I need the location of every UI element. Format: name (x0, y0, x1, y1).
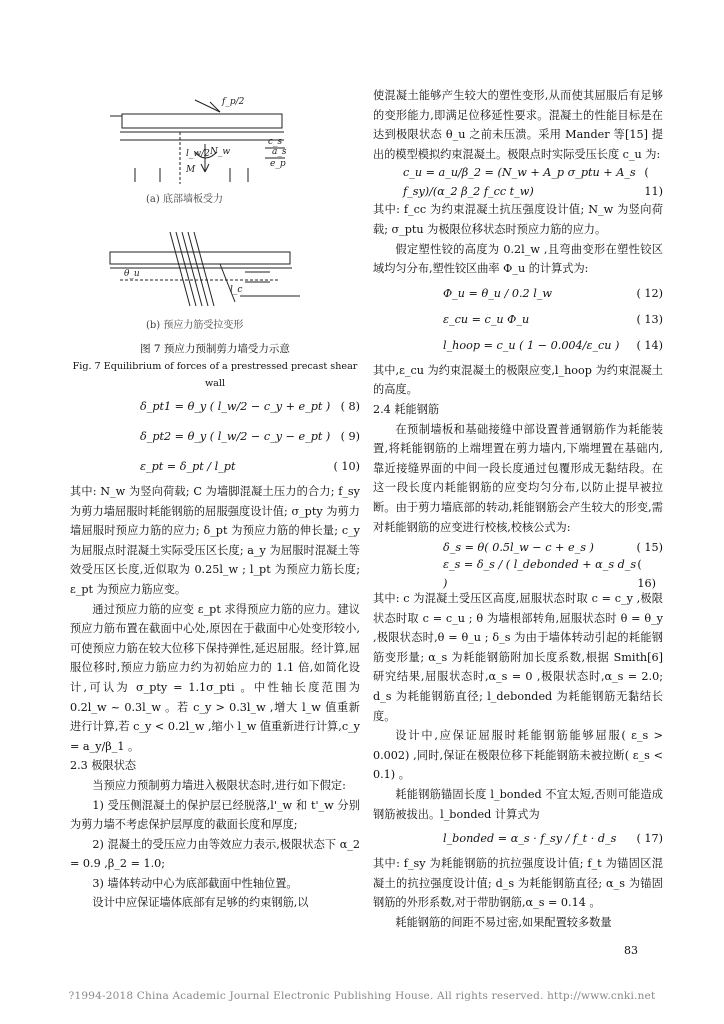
figure-7 (70, 92, 360, 340)
left-column (70, 92, 360, 913)
fig-label-nw: N_w (210, 147, 231, 157)
equation-17-body: l_bonded = α_s · f_sy / f_t · d_s (443, 832, 617, 846)
right-para-4: 其中,ε_cu 为约束混凝土的极限应变,l_hoop 为约束混凝土的高度。 (373, 363, 663, 397)
equation-12-body: Φ_u = θ_u / 0.2 l_w (443, 286, 552, 300)
fig-label-theta: θ_u (124, 269, 140, 279)
equation-13-body: ε_cu = c_u Φ_u (443, 312, 530, 326)
equation-10-number: ( 10) (333, 460, 360, 474)
figure-7-drawing (70, 92, 360, 340)
fig-label-cs: c_s (268, 137, 283, 147)
right-para-7: 设计中,应保证屈服时耗能钢筋能够屈服( ε_s > 0.002) ,同时,保证在极限位移下耗能钢筋未被拉断( ε_s < 0.1) 。 (373, 729, 663, 782)
left-para-6: 3) 墙体转动中心为底部截面中性轴位置。 (92, 876, 298, 890)
equation-16 (373, 559, 663, 589)
equation-12 (373, 279, 663, 309)
equation-17 (373, 824, 663, 854)
equation-9 (70, 422, 360, 452)
equation-17-number: ( 17) (636, 832, 663, 846)
fig-label-lc: l_c (230, 285, 243, 295)
figure-7b-caption: (b) 预应力筋受拉变形 (146, 320, 244, 331)
left-para-1: 其中: N_w 为竖向荷载; C 为墙脚混凝土压力的合力; f_sy 为剪力墙屈服时耗能钢筋的屈服强度设计值; σ_pty 为剪力墙屈服时预应力筋的应力; δ_pt 为预应力筋的伸长量; c_y 为屈服点时混凝土实际受压区长度; a_y 为屈服时混凝土等效受压区长度,近似取为 0.25l_w ; l_pt 为预应力筋长度; ε_pt 为预应力筋应变。 (70, 485, 360, 596)
fig-label-lw: l_w/2 (186, 149, 210, 159)
figure-caption-en: Fig. 7 Equilibrium of forces of a prestressed precast shear wall (72, 361, 358, 389)
equation-9-number: ( 9) (340, 430, 360, 444)
right-para-6: 其中: c 为混凝土受压区高度,屈服状态时取 c = c_y ,极限状态时取 c = c_u ; θ 为墙根部转角,屈服状态时 θ = θ_y ,极限状态时,θ = θ_u ; δ_s 为由于墙体转动引起的耗能钢筋变形量; α_s 为耗能钢筋附加长度系数,根据 Smith[6] 研究结果,屈服状态时,α_s = 0 ,极限状态时,α_s = 2.0; d_s 为耗能钢筋直径; l_debonded 为耗能钢筋无黏结长度。 (373, 592, 663, 723)
right-column (373, 86, 663, 933)
equation-12-number: ( 12) (636, 286, 663, 300)
equation-10 (70, 452, 360, 482)
equation-14 (373, 331, 663, 361)
wall-slab (122, 114, 282, 128)
left-para-5: 2) 混凝土的受压应力由等效应力表示,极限状态下 α_2 = 0.9 ,β_2 = 1.0; (70, 837, 360, 871)
section-heading-2-4: 2.4 耗能钢筋 (373, 402, 440, 416)
fig-label-as: a_s (272, 147, 287, 157)
right-para-2: 其中: f_cc 为约束混凝土抗压强度设计值; N_w 为竖向荷载; σ_ptu 为极限位移状态时预应力筋的应力。 (373, 203, 663, 236)
left-para-2: 通过预应力筋的应变 ε_pt 求得预应力筋的应力。建议预应力筋布置在截面中心处,原因在于截面中心处变形较小,可使预应力筋在较大位移下保持弹性,延迟屈服。经计算,屈服位移时,预应力筋应力约为初始应力的 1.1 倍,如简化设计,可认为 σ_pty = 1.1σ_pti 。中性轴长度范围为 0.2l_w ~ 0.3l_w 。若 c_y > 0.3l_w ,增大 l_w 值重新进行计算,若 c_y < 0.2l_w ,缩小 l_w 值重新进行计算,c_y = a_y/β_1 。 (70, 602, 360, 753)
equation-9-body: δ_pt2 = θ_y ( l_w/2 − c_y − e_pt ) (140, 430, 331, 444)
equation-14-body: l_hoop = c_u ( 1 − 0.004/ε_cu ) (443, 338, 620, 352)
equation-11-body: c_u = a_u/β_2 = (N_w + A_p σ_ptu + A_s f_sy)/(α_2 β_2 f_cc t_w) (403, 165, 636, 199)
fig-label-m: M (186, 165, 196, 175)
equation-10-body: ε_pt = δ_pt / l_pt (140, 460, 236, 474)
equation-13-number: ( 13) (636, 312, 663, 326)
section-heading-2-3: 2.3 极限状态 (70, 759, 137, 773)
left-para-7: 设计中应保证墙体底部有足够的约束钢筋,以 (92, 896, 309, 910)
footer-copyright: ?1994-2018 China Academic Journal Electronic Publishing House. All rights reserved. http://www.cnki.net (68, 990, 656, 1002)
fig-label-fp: f_p/2 (222, 97, 245, 107)
page-number: 83 (624, 944, 638, 957)
right-para-10: 耗能钢筋的间距不易过密,如果配置较多数量 (395, 916, 612, 929)
left-para-3: 当预应力预制剪力墙进入极限状态时,进行如下假定: (92, 778, 346, 792)
right-para-9: 其中: f_sy 为耗能钢筋的抗拉强度设计值; f_t 为锚固区混凝土的抗拉强度设计值; d_s 为耗能钢筋直径; α_s 为锚固钢筋的外形系数,对于带肋钢筋,α_s = 0.14 。 (373, 857, 663, 910)
equation-14-number: ( 14) (636, 338, 663, 352)
equation-15-body: δ_s = θ( 0.5l_w − c + e_s ) (443, 541, 594, 555)
fig-label-ep: e_p (270, 159, 286, 169)
left-para-4: 1) 受压侧混凝土的保护层已经脱落,l'_w 和 t'_w 分别为剪力墙不考虑保护层厚度的截面长度和厚度; (70, 798, 360, 832)
right-para-5: 在预制墙板和基础接缝中部设置普通钢筋作为耗能装置,将耗能钢筋的上端埋置在剪力墙内,下端埋置在基础内,靠近接缝界面的中间一段长度通过包覆形成无黏结段。在这一段长度内耗能钢筋的应变均匀分布,以防止提早被拉断。由于剪力墙底部的转动,耗能钢筋会产生较大的形变,需对耗能钢筋的应变进行校核,校核公式为: (373, 422, 663, 534)
right-para-1: 使混凝土能够产生较大的塑性变形,从而使其屈服后有足够的变形能力,即满足位移延性要求。混凝土的性能目标是在达到极限状态 θ_u 之前未压溃。采用 Mander 等[15] 提出的模型模拟约束混凝土。极限点时实际受压长度 c_u 为: (373, 89, 663, 161)
equation-16-body: ε_s = δ_s / ( l_debonded + α_s d_s ) (443, 557, 637, 591)
equation-11 (373, 164, 663, 200)
figure-7a-caption: (a) 底部墙板受力 (146, 194, 223, 205)
right-para-3: 假定塑性铰的高度为 0.2l_w ,且弯曲变形在塑性铰区域均匀分布,塑性铰区曲率 Φ_u 的计算式为: (373, 242, 663, 276)
equation-16-number: ( 16) (637, 557, 656, 591)
equation-8 (70, 392, 360, 422)
right-para-8: 耗能钢筋锚固长度 l_bonded 不宜太短,否则可能造成钢筋被拔出。l_bonded 计算式为 (373, 788, 663, 821)
equation-13 (373, 309, 663, 331)
equation-8-number: ( 8) (340, 400, 360, 414)
equation-15-number: ( 15) (636, 541, 663, 555)
equation-8-body: δ_pt1 = θ_y ( l_w/2 − c_y + e_pt ) (140, 400, 331, 414)
figure-caption-cn: 图 7 预应力预制剪力墙受力示意 (140, 343, 290, 355)
equation-11-number: ( 11) (644, 165, 663, 199)
